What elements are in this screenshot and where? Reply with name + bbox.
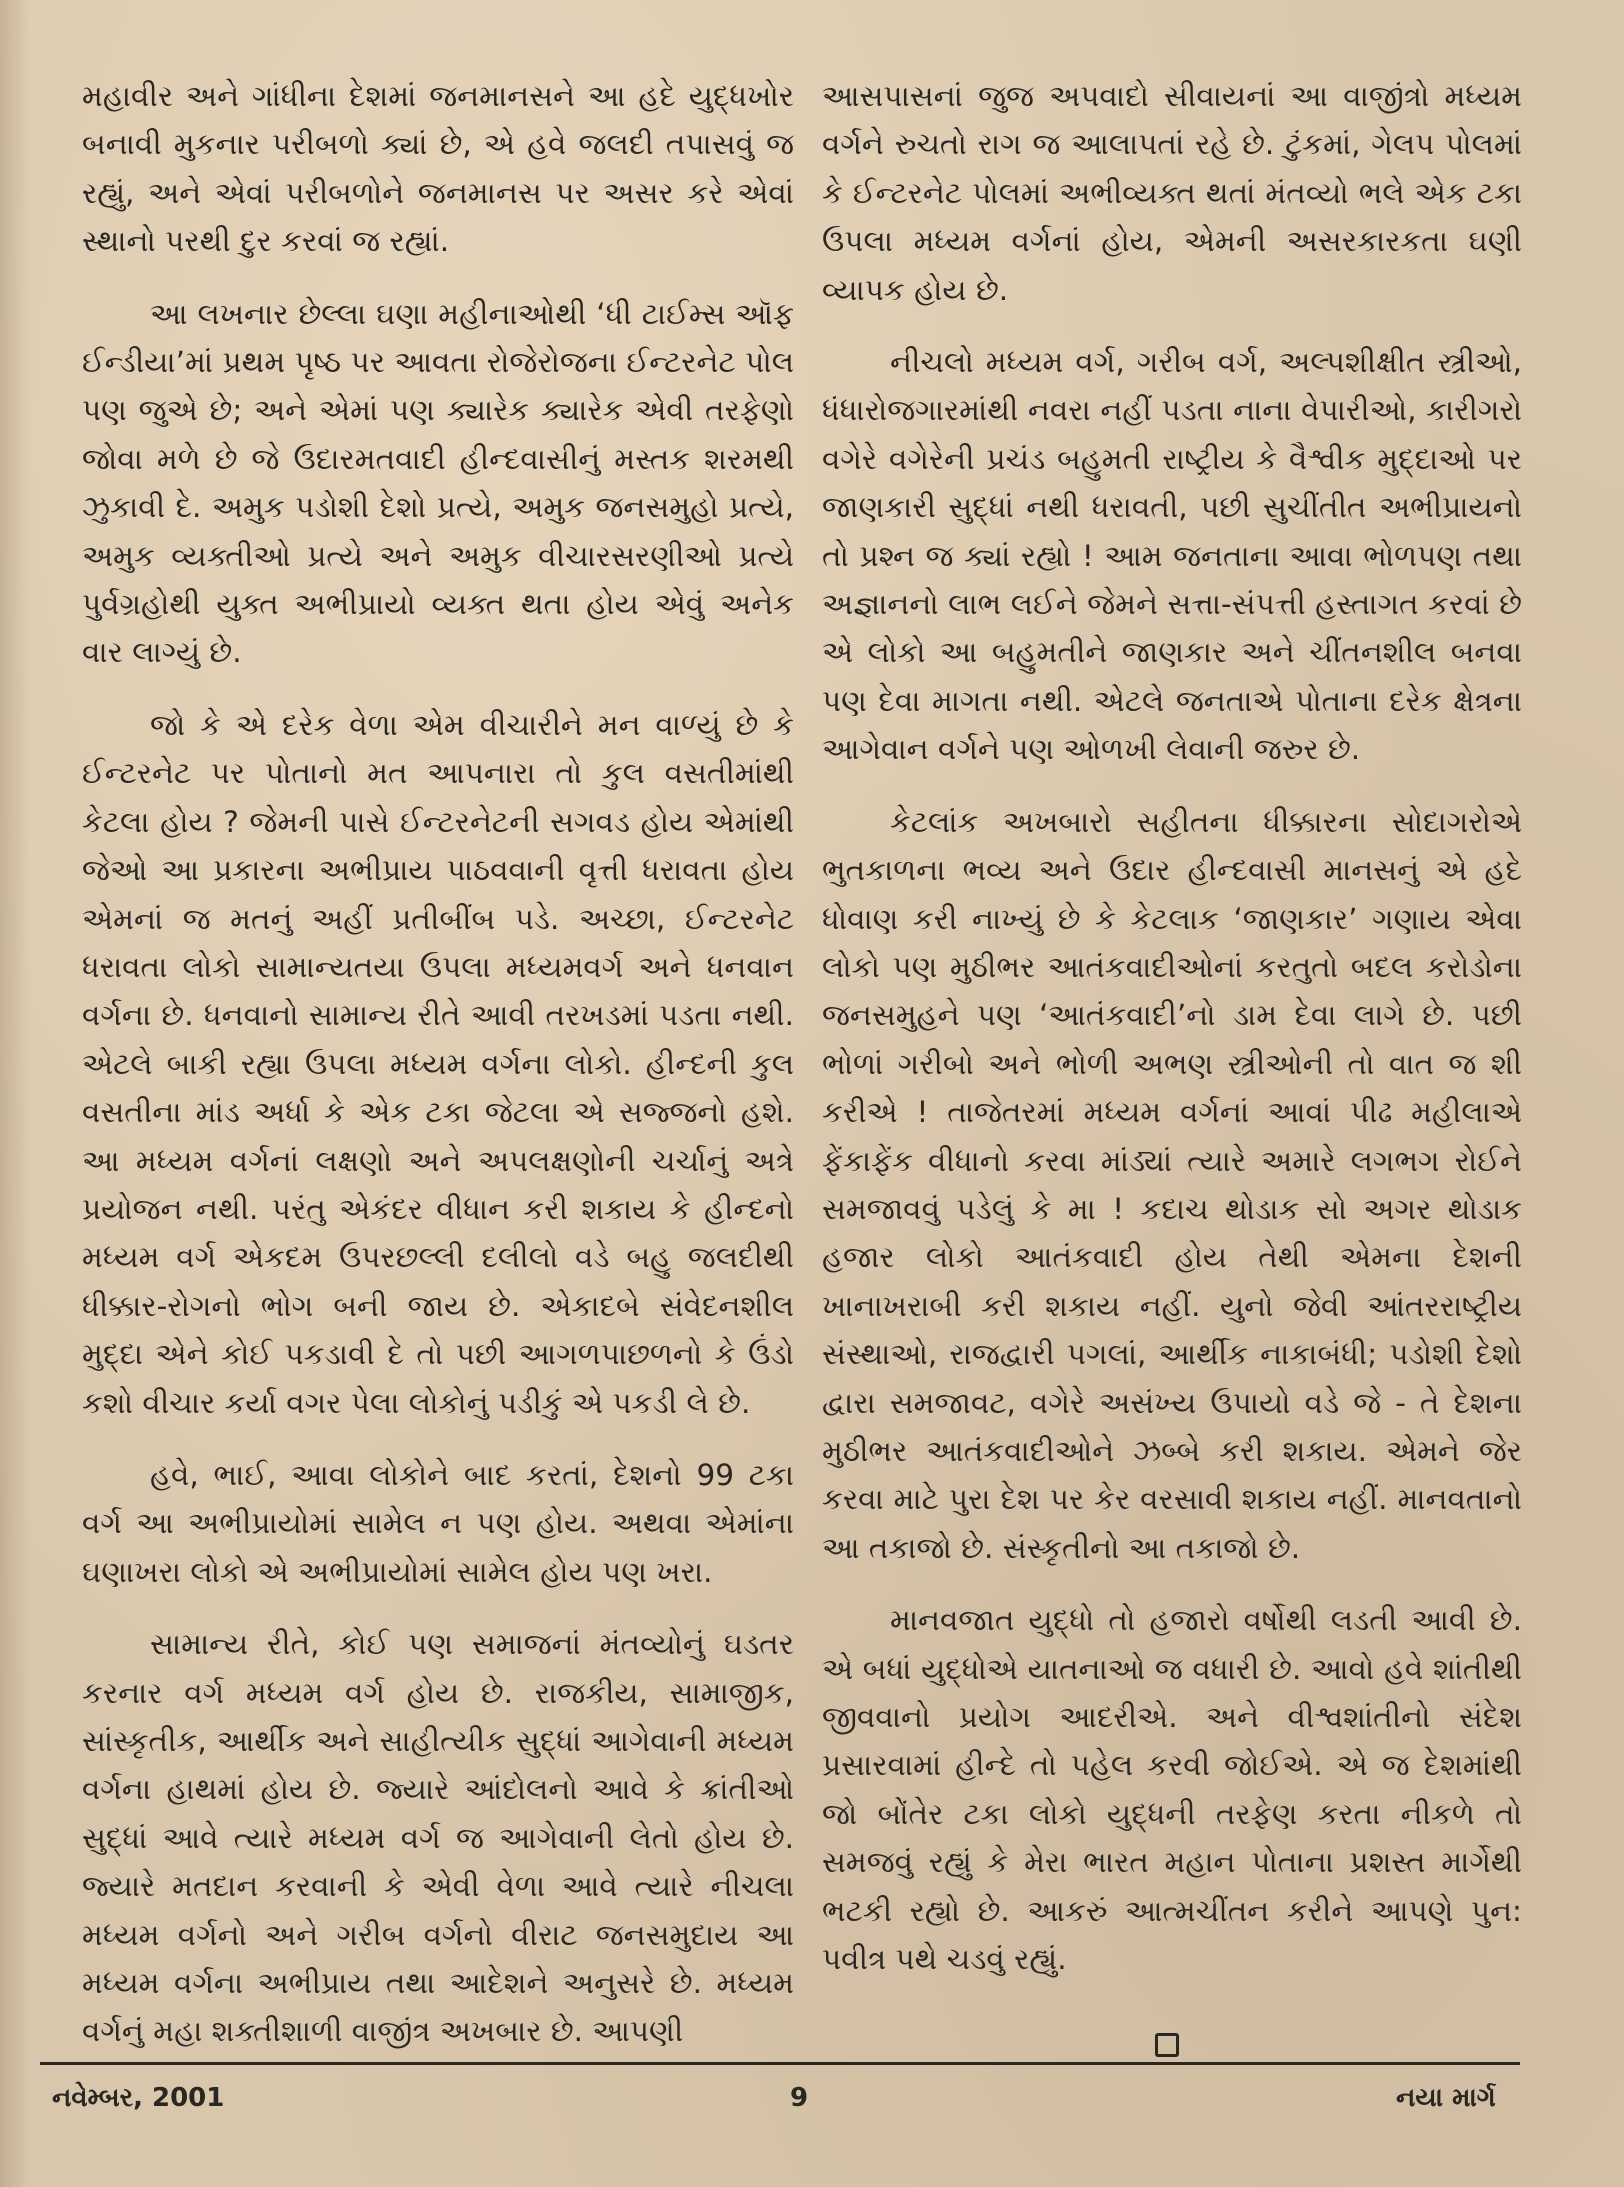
paragraph: આ લખનાર છેલ્લા ઘણા મહીનાઓથી ‘ધી ટાઈમ્સ ઑફ ઈન્ડીયા’માં પ્રથમ પૃષ્ઠ પર આવતા રોજેરોજના ઈન્ટરનેટ પોલ પણ જુએ છે; અને એમાં પણ ક્યારેક ક્યારેક એવી તરફેણો જોવા મળે છે જે ઉદારમતવાદી હીન્દવાસીનું મસ્તક શરમથી ઝુકાવી દે. અમુક પડોશી દેશો પ્રત્યે, અમુક જનસમુહો પ્રત્યે, અમુક વ્યક્તીઓ પ્રત્યે અને અમુક વીચારસરણીઓ પ્રત્યે પુર્વગ્રહોથી યુક્ત અભીપ્રાયો વ્યક્ત થતા હોય એવું અનેક વાર લાગ્યું છે. xyxy=(82,296,794,670)
paragraph: જો કે એ દરેક વેળા એમ વીચારીને મન વાળ્યું છે કે ઈન્ટરનેટ પર પોતાનો મત આપનારા તો કુલ વસતીમાંથી કેટલા હોય ? જેમની પાસે ઈન્ટરનેટની સગવડ હોય એમાંથી જેઓ આ પ્રકારના અભીપ્રાય પાઠવવાની વૃત્તી ધરાવતા હોય એમનાં જ મતનું અહીં પ્રતીબીંબ પડે. અચ્છા, ઈન્ટરનેટ ધરાવતા લોકો સામાન્યતયા ઉપલા મધ્યમવર્ગ અને ધનવાન વર્ગના છે. ધનવાનો સામાન્ય રીતે આવી તરખડમાં પડતા નથી. એટલે બાકી રહ્યા ઉપલા મધ્યમ વર્ગના લોકો. હીન્દની કુલ વસતીના માંડ અર્ધા કે એક ટકા જેટલા એ સજ્જનો હશે. આ મધ્યમ વર્ગનાં લક્ષણો અને અપલક્ષણોની ચર્ચાનું અત્રે પ્રયોજન નથી. પરંતુ એકંદર વીધાન કરી શકાય કે હીન્દનો મધ્યમ વર્ગ એકદમ ઉપરછલ્લી દલીલો વડે બહુ જલદીથી ધીક્કાર-રોગનો ભોગ બની જાય છે. એકાદબે સંવેદનશીલ મુદ્દા એને કોઈ પકડાવી દે તો પછી આગળપાછળનો કે ઉંડો કશો વીચાર કર્યા વગર પેલા લોકોનું પડીકું એ પકડી લે છે. xyxy=(82,707,794,1420)
paragraph: સામાન્ય રીતે, કોઈ પણ સમાજનાં મંતવ્યોનું ઘડતર કરનાર વર્ગ મધ્યમ વર્ગ હોય છે. રાજકીય, સામાજીક, સાંસ્કૃતીક, આર્થીક અને સાહીત્યીક સુદ્ધાં આગેવાની મધ્યમ વર્ગના હાથમાં હોય છે. જ્યારે આંદોલનો આવે કે ક્રાંતીઓ સુદ્ધાં આવે ત્યારે મધ્યમ વર્ગ જ આગેવાની લેતો હોય છે. જ્યારે મતદાન કરવાની કે એવી વેળા આવે ત્યારે નીચલા મધ્યમ વર્ગનો અને ગરીબ વર્ગનો વીરાટ જનસમુદાય આ મધ્યમ વર્ગના અભીપ્રાય તથા આદેશને અનુસરે છે. મધ્યમ વર્ગનું મહા શક્તીશાળી વાજીંત્ર અખબાર છે. આપણી xyxy=(82,1627,794,2049)
footer-date: નવેમ્બર, 2001 xyxy=(52,2083,225,2113)
left-column xyxy=(82,72,794,2080)
right-column xyxy=(822,72,1522,2007)
paragraph: મહાવીર અને ગાંધીના દેશમાં જનમાનસને આ હદે યુદ્ધખોર બનાવી મુકનાર પરીબળો ક્યાં છે, એ હવે જલદી તપાસવું જ રહ્યું, અને એવાં પરીબળોને જનમાનસ પર અસર કરે એવાં સ્થાનો પરથી દુર કરવાં જ રહ્યાં. xyxy=(82,79,794,259)
article-end-square-icon xyxy=(1155,2033,1179,2057)
page-shadow xyxy=(0,0,30,2187)
paragraph: કેટલાંક અખબારો સહીતના ધીક્કારના સોદાગરોએ ભુતકાળના ભવ્ય અને ઉદાર હીન્દવાસી માનસનું એ હદે ધોવાણ કરી નાખ્યું છે કે કેટલાક ‘જાણકાર’ ગણાય એવા લોકો પણ મુઠીભર આતંકવાદીઓનાં કરતુતો બદલ કરોડોના જનસમુહને પણ ‘આતંકવાદી’નો ડામ દેવા લાગે છે. પછી ભોળાં ગરીબો અને ભોળી અભણ સ્ત્રીઓની તો વાત જ શી કરીએ ! તાજેતરમાં મધ્યમ વર્ગનાં આવાં પીઢ મહીલાએ ફેંકાફેંક વીધાનો કરવા માંડ્યાં ત્યારે અમારે લગભગ રોઈને સમજાવવું પડેલું કે મા ! કદાચ થોડાક સો અગર થોડાક હજાર લોકો આતંકવાદી હોય તેથી એમના દેશની ખાનાખરાબી કરી શકાય નહીં. યુનો જેવી આંતરરાષ્ટ્રીય સંસ્થાઓ, રાજદ્વારી પગલાં, આર્થીક નાકાબંધી; પડોશી દેશો દ્વારા સમજાવટ, વગેરે અસંખ્ય ઉપાયો વડે જે - તે દેશના મુઠીભર આતંકવાદીઓને ઝબ્બે કરી શકાય. એમને જેર કરવા માટે પુરા દેશ પર કેર વરસાવી શકાય નહીં. માનવતાનો આ તકાજો છે. સંસ્કૃતીનો આ તકાજો છે. xyxy=(822,804,1522,1565)
paragraph: માનવજાત યુદ્ધો તો હજારો વર્ષોથી લડતી આવી છે. એ બધાં યુદ્ધોએ યાતનાઓ જ વધારી છે. આવો હવે શાંતીથી જીવવાનો પ્રયોગ આદરીએ. અને વીશ્વશાંતીનો સંદેશ પ્રસારવામાં હીન્દે તો પહેલ કરવી જોઈએ. એ જ દેશમાંથી જો બોંતેર ટકા લોકો યુદ્ધની તરફેણ કરતા નીકળે તો સમજવું રહ્યું કે મેરા ભારત મહાન પોતાના પ્રશસ્ત માર્ગેથી ભટકી રહ્યો છે. આકરું આત્મચીંતન કરીને આપણે પુન: પવીત્ર પથે ચડવું રહ્યું. xyxy=(822,1603,1522,1977)
paragraph: હવે, ભાઈ, આવા લોકોને બાદ કરતાં, દેશનો 99 ટકા વર્ગ આ અભીપ્રાયોમાં સામેલ ન પણ હોય. અથવા એમાંના ઘણાખરા લોકો એ અભીપ્રાયોમાં સામેલ હોય પણ ખરા. xyxy=(82,1457,794,1589)
paragraph: નીચલો મધ્યમ વર્ગ, ગરીબ વર્ગ, અલ્પશીક્ષીત સ્ત્રીઓ, ધંધારોજગારમાંથી નવરા નહીં પડતા નાના વેપારીઓ, કારીગરો વગેરે વગેરેની પ્રચંડ બહુમતી રાષ્ટ્રીય કે વૈશ્વીક મુદ્દાઓ પર જાણકારી સુદ્ધાં નથી ધરાવતી, પછી સુચીંતીત અભીપ્રાયનો તો પ્રશ્ન જ ક્યાં રહ્યો ! આમ જનતાના આવા ભોળપણ તથા અજ્ઞાનનો લાભ લઈને જેમને સત્તા-સંપત્તી હસ્તાગત કરવાં છે એ લોકો આ બહુમતીને જાણકાર અને ચીંતનશીલ બનવા પણ દેવા માગતા નથી. એટલે જનતાએ પોતાના દરેક ક્ષેત્રના આગેવાન વર્ગને પણ ઓળખી લેવાની જરુર છે. xyxy=(822,345,1522,767)
paragraph: આસપાસનાં જુજ અપવાદો સીવાયનાં આ વાજીંત્રો મધ્યમ વર્ગને રુચતો રાગ જ આલાપતાં રહે છે. ટુંકમાં, ગેલપ પોલમાં કે ઈન્ટરનેટ પોલમાં અભીવ્યક્ત થતાં મંતવ્યો ભલે એક ટકા ઉપલા મધ્યમ વર્ગનાં હોય, એમની અસરકારકતા ઘણી વ્યાપક હોય છે. xyxy=(822,79,1522,307)
page-number: 9 xyxy=(790,2083,809,2113)
footer-divider xyxy=(40,2062,1520,2065)
publication-name: નયા માર્ગ xyxy=(1396,2083,1496,2113)
